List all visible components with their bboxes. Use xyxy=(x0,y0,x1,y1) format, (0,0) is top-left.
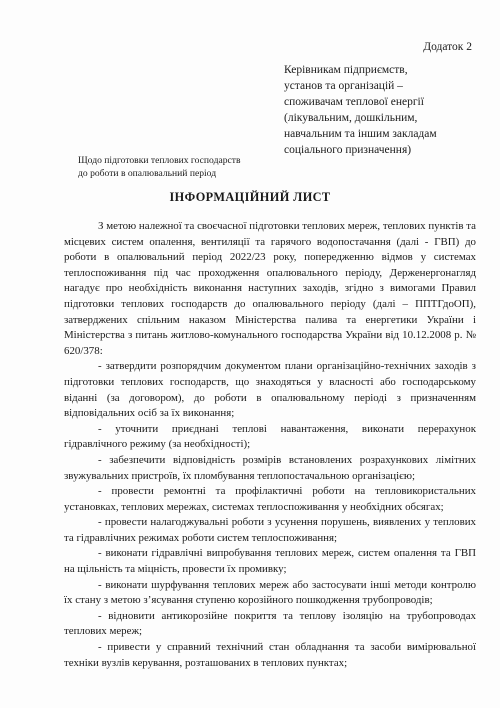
letter-body xyxy=(64,219,476,671)
list-item: - уточнити приєднані теплові навантаження, виконати перерахунок гідравлічного режиму (за необхідності); xyxy=(64,422,476,451)
list-item: - відновити антикорозійне покриття та теплову ізоляцію на трубопроводах теплових мереж; xyxy=(64,609,476,638)
subject-block xyxy=(78,154,241,180)
intro-paragraph: З метою належної та своєчасної підготовки теплових мереж, теплових пунктів та місцевих систем опалення, вентиляції та гарячого водопостачання (далі - ГВП) до роботи в опалювальний період 2022/23 року, попередженню відмов у системах теплоспоживання під час проходження опалювального періоду, Держенергонагляд нагадує про необхідність виконання наступних заходів, згідно з вимогами Правил підготовки теплових господарств до опалювального періоду (далі – ППТГдоОП), затверджених спільним наказом Міністерства палива та енергетики України і Міністерства з питань житлово-комунального господарства України від 10.12.2008 р. № 620/378: xyxy=(64,220,476,357)
subject-line: Щодо підготовки теплових господарств xyxy=(78,155,241,166)
list-item: - забезпечити відповідність розмірів встановлених розрахункових лімітних звужувальних пристроїв, їх пломбування теплопостачальною організацією; xyxy=(64,453,476,482)
annex-label: Додаток 2 xyxy=(423,41,472,53)
addressee-line: (лікувальним, дошкільним, xyxy=(284,112,418,124)
addressee-line: споживачам теплової енергії xyxy=(284,96,424,108)
addressee-block xyxy=(284,62,484,158)
list-item: - провести налагоджувальні роботи з усунення порушень, виявлених у теплових та гідравлічних режимах роботи систем теплоспоживання; xyxy=(64,516,476,544)
document-title: ІНФОРМАЦІЙНИЙ ЛИСТ xyxy=(169,190,331,204)
list-item: - провести ремонтні та профілактичні роботи на тепловикористальних установках, теплових мережах, системах теплоспоживання у необхідних обсягах; xyxy=(64,485,476,513)
addressee-line: соціального призначення) xyxy=(284,144,412,156)
addressee-line: навчальним та іншим закладам xyxy=(284,128,437,140)
subject-line: до роботи в опалювальний період xyxy=(78,168,217,179)
list-item: - затвердити розпорядчим документом плани організаційно-технічних заходів з підготовки теплових господарств, що знаходяться у власності або господарському віданні (за договором), до роботи в опалювальному періоді з призначенням відповідальних осіб за їх виконання; xyxy=(64,360,476,420)
list-item: - виконати гідравлічні випробування теплових мереж, систем опалення та ГВП на щільність та міцність, провести їх промивку; xyxy=(64,547,476,576)
list-item: - привести у справний технічний стан обладнання та засоби вимірювальної техніки вузлів керування, розташованих в теплових пунктах; xyxy=(64,641,476,669)
addressee-line: Керівникам підприємств, xyxy=(284,64,408,76)
list-item: - виконати шурфування теплових мереж або застосувати інші методи контролю їх стану з метою з’ясування ступеню корозійного пошкодження трубопроводів; xyxy=(64,578,476,607)
addressee-line: установ та організацій – xyxy=(284,80,403,92)
